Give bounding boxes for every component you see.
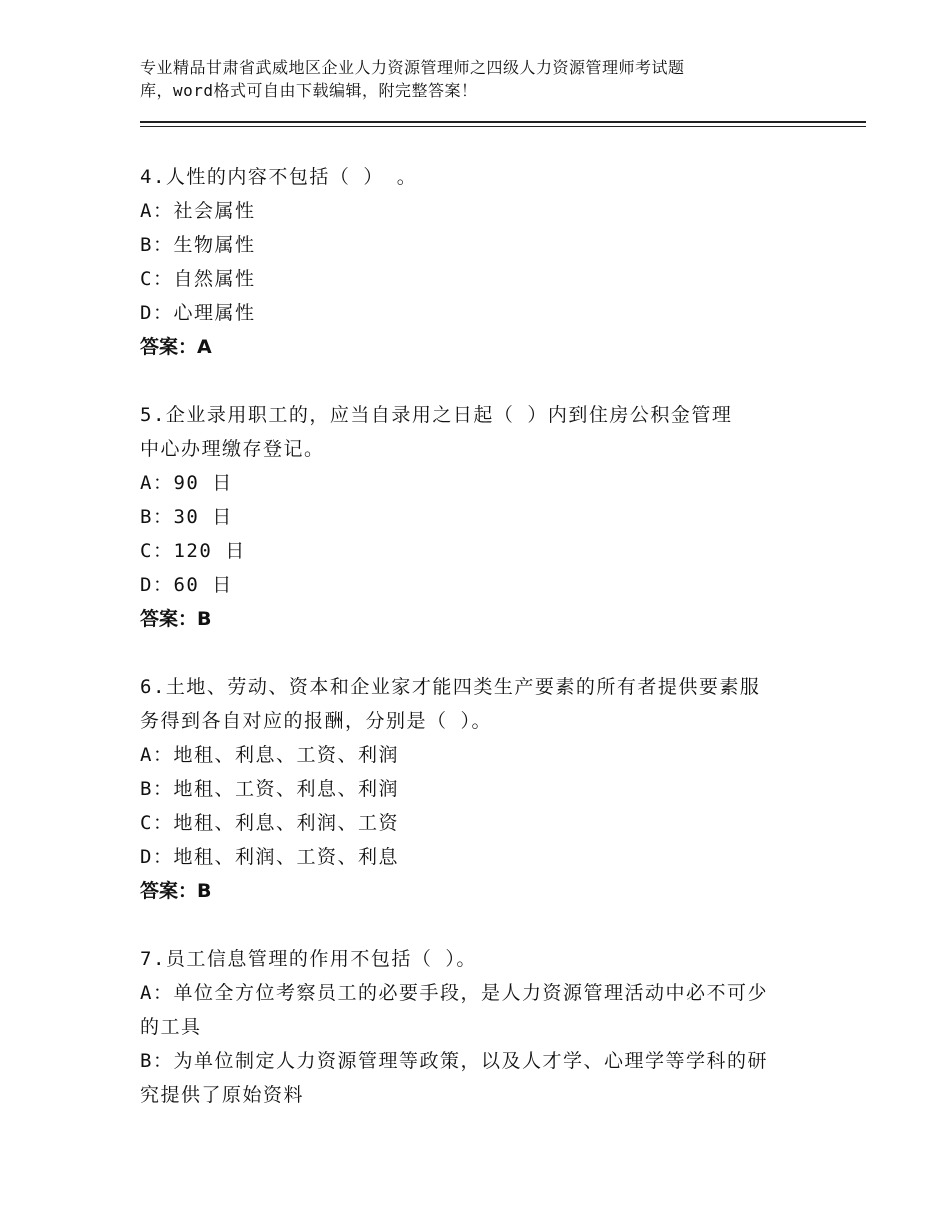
- document-header: [140, 56, 840, 102]
- question-5: [140, 398, 840, 636]
- option-a: A：90 日: [140, 472, 233, 494]
- header-title-line-2: 库，word格式可自由下载编辑，附完整答案！: [140, 81, 478, 100]
- option-c: C：自然属性: [140, 268, 256, 290]
- header-rule-thin: [140, 126, 866, 127]
- answer-label: 答案：B: [140, 608, 212, 630]
- option-a-continued: 的工具: [140, 1016, 202, 1038]
- option-b-continued: 究提供了原始资料: [140, 1084, 305, 1106]
- option-c: C：地租、利息、利润、工资: [140, 812, 399, 834]
- answer-label: 答案：A: [140, 336, 212, 358]
- option-a: A：社会属性: [140, 200, 256, 222]
- question-7: [140, 942, 840, 1112]
- option-b: B：地租、工资、利息、利润: [140, 778, 399, 800]
- question-list: [140, 160, 840, 1146]
- question-stem-continued: 务得到各自对应的报酬，分别是（ ）。: [140, 710, 492, 732]
- option-d: D：心理属性: [140, 302, 256, 324]
- option-b: B：生物属性: [140, 234, 256, 256]
- option-b: B：为单位制定人力资源管理等政策，以及人才学、心理学等学科的研: [140, 1050, 768, 1072]
- question-stem: 6.土地、劳动、资本和企业家才能四类生产要素的所有者提供要素服: [140, 676, 761, 698]
- question-6: [140, 670, 840, 908]
- option-d: D：60 日: [140, 574, 233, 596]
- option-a: A：地租、利息、工资、利润: [140, 744, 399, 766]
- option-a: A：单位全方位考察员工的必要手段，是人力资源管理活动中必不可少: [140, 982, 768, 1004]
- option-c: C：120 日: [140, 540, 246, 562]
- question-stem: 5.企业录用职工的，应当自录用之日起（ ）内到住房公积金管理: [140, 404, 733, 426]
- header-title-line-1: 专业精品甘肃省武威地区企业人力资源管理师之四级人力资源管理师考试题: [140, 58, 685, 77]
- question-stem: 7.员工信息管理的作用不包括（ ）。: [140, 948, 477, 970]
- header-rule-thick: [140, 121, 866, 123]
- answer-label: 答案：B: [140, 880, 212, 902]
- question-4: [140, 160, 840, 364]
- question-stem: 4.人性的内容不包括（ ） 。: [140, 166, 418, 188]
- option-b: B：30 日: [140, 506, 233, 528]
- option-d: D：地租、利润、工资、利息: [140, 846, 399, 868]
- question-stem-continued: 中心办理缴存登记。: [140, 438, 325, 460]
